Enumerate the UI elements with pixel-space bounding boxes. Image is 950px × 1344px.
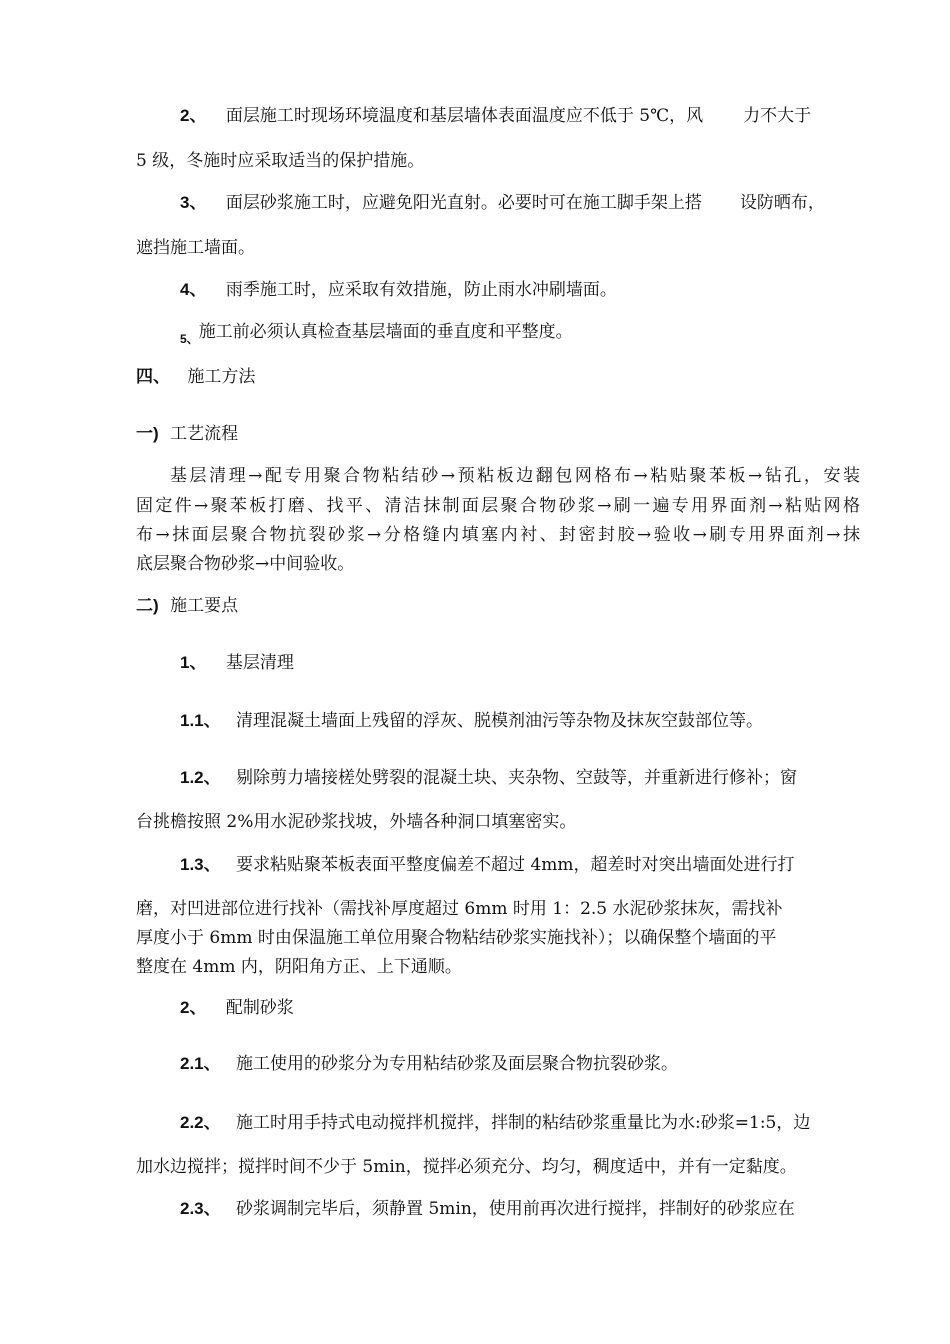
process-line: 布→抹面层聚合物抗裂砂浆→分格缝内填塞内衬、封密封胶→验收→刷专用界面剂→抹 — [136, 525, 860, 545]
point-1-1 — [180, 711, 763, 731]
item-5 — [180, 322, 573, 346]
item-number: 5、 — [180, 332, 199, 346]
point-1-3-line-4: 整度在 4mm 内，阴阳角方正、上下通顺。 — [136, 957, 462, 977]
item-text: 施工前必须认真检查基层墙面的垂直度和平整度。 — [198, 322, 573, 342]
point-number: 2.2、 — [180, 1113, 221, 1132]
point-2-2-line-1 — [180, 1113, 810, 1133]
point-number: 1.1、 — [180, 711, 221, 730]
process-line: 基层清理→配专用聚合物粘结砂→预粘板边翻包网格布→粘贴聚苯板→钻孔，安装 — [170, 466, 860, 486]
point-number: 2.1、 — [180, 1054, 221, 1073]
point-heading — [180, 653, 294, 673]
point-1-3-line-2: 磨，对凹进部位进行找补（需找补厚度超过 6mm 时用 1：2.5 水泥砂浆抹灰，需找补 — [136, 899, 783, 919]
section-number: 四、 — [136, 367, 170, 387]
item-number: 3、 — [180, 193, 207, 212]
section-heading — [136, 367, 255, 387]
point-title: 基层清理 — [225, 653, 294, 673]
subsection-title: 施工要点 — [170, 596, 239, 616]
point-1-2-line-2: 台挑檐按照 2%用水泥砂浆找坡，外墙各种洞口填塞密实。 — [136, 812, 577, 832]
point-number: 1.2、 — [180, 768, 221, 787]
point-2-2-line-2: 加水边搅拌；搅拌时间不少于 5min，搅拌必须充分、均匀，稠度适中，并有一定黏度。 — [136, 1157, 797, 1177]
process-line: 固定件→聚苯板打磨、找平、清洁抹制面层聚合物砂浆→刷一遍专用界面剂→粘贴网格 — [136, 496, 860, 516]
point-number: 1、 — [180, 653, 207, 672]
point-1-3-line-1 — [180, 855, 795, 875]
item-number: 4、 — [180, 280, 207, 299]
subsection-number: 一) — [136, 424, 159, 443]
subsection-heading — [136, 596, 238, 616]
point-2-1 — [180, 1054, 678, 1074]
item-text: 设防晒布， — [739, 193, 825, 213]
point-text: 清理混凝土墙面上残留的浮灰、脱模剂油污等杂物及抹灰空鼓部位等。 — [236, 711, 764, 731]
item-3-line-1 — [180, 193, 825, 213]
point-title: 配制砂浆 — [225, 998, 294, 1018]
subsection-title: 工艺流程 — [170, 424, 239, 444]
point-number: 2、 — [180, 998, 207, 1017]
point-text: 施工使用的砂浆分为专用粘结砂浆及面层聚合物抗裂砂浆。 — [236, 1054, 679, 1074]
item-4 — [180, 280, 617, 300]
point-heading — [180, 998, 294, 1018]
item-text: 面层砂浆施工时，应避免阳光直射。必要时可在施工脚手架上搭 — [225, 193, 702, 213]
point-text: 要求粘贴聚苯板表面平整度偏差不超过 4mm，超差时对突出墙面处进行打 — [236, 855, 795, 875]
item-2-line-1 — [180, 106, 811, 126]
point-number: 1.3、 — [180, 855, 221, 874]
point-1-3-line-3: 厚度小于 6mm 时由保温施工单位用聚合物粘结砂浆实施找补）；以确保整个墙面的平 — [136, 928, 777, 948]
item-3-line-2: 遮挡施工墙面。 — [136, 238, 255, 258]
point-1-2-line-1 — [180, 768, 797, 788]
point-text: 剔除剪力墙接槎处劈裂的混凝土块、夹杂物、空鼓等，并重新进行修补；窗 — [236, 768, 798, 788]
item-number: 2、 — [180, 106, 207, 125]
point-text: 砂浆调制完毕后，须静置 5min，使用前再次进行搅拌，拌制好的砂浆应在 — [236, 1199, 795, 1219]
point-number: 2.3、 — [180, 1199, 221, 1218]
subsection-heading — [136, 424, 238, 444]
section-title: 施工方法 — [187, 367, 256, 387]
point-text: 施工时用手持式电动搅拌机搅拌，拌制的粘结砂浆重量比为水:砂浆=1:5，边 — [236, 1113, 811, 1133]
subsection-number: 二) — [136, 596, 159, 615]
item-text: 面层施工时现场环境温度和基层墙体表面温度应不低于 5℃，风 — [225, 106, 704, 126]
item-text: 力不大于 — [743, 106, 812, 126]
process-line: 底层聚合物砂浆→中间验收。 — [136, 554, 355, 574]
point-2-3-line-1 — [180, 1199, 795, 1219]
item-2-line-2: 5 级，冬施时应采取适当的保护措施。 — [136, 151, 425, 171]
item-text: 雨季施工时，应采取有效措施，防止雨水冲刷墙面。 — [225, 280, 617, 300]
